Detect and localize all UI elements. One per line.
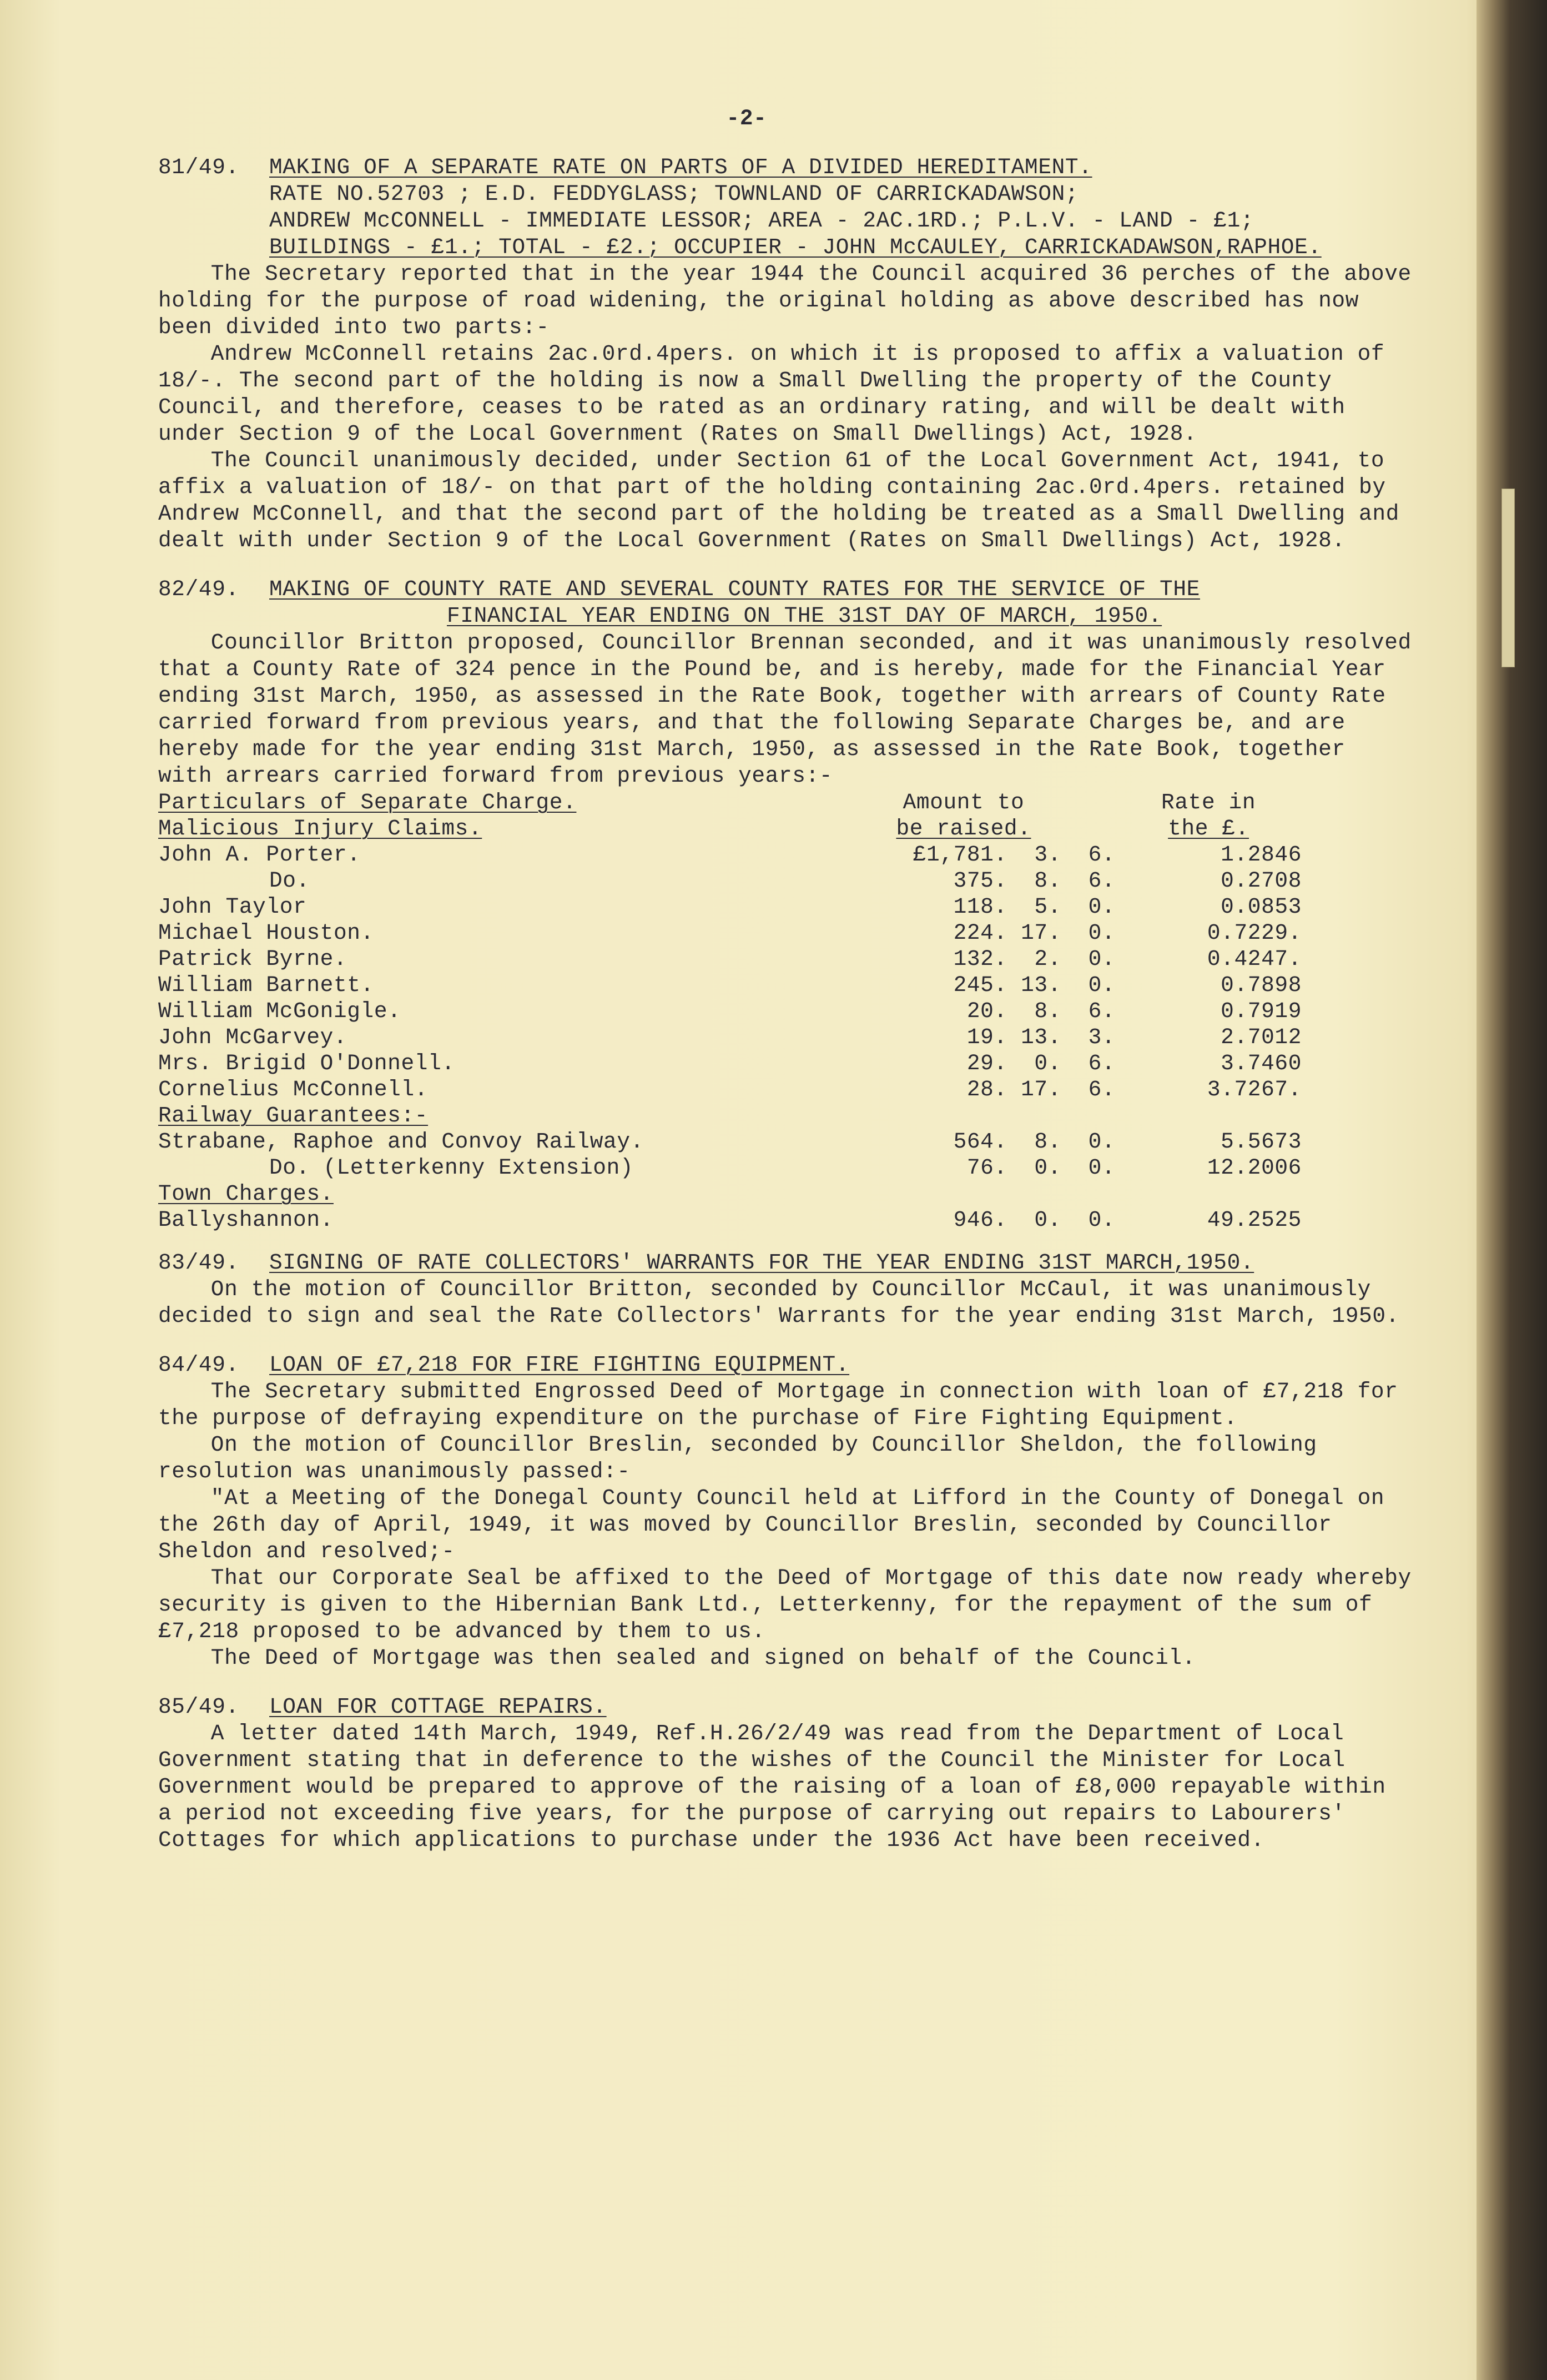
paragraph: Andrew McConnell retains 2ac.0rd.4pers. on which it is proposed to affix a valuation of 18/-. The second part of the holding is now a Small Dwelling the property of the County Council, and therefore, ceases to be rated as an ordinary rating, and will be dealt with under Section 9 of the Local Government (Rates on Small Dwellings) Act, 1928.: [158, 341, 1385, 446]
quoted-resolution: "At a Meeting of the Donegal County Council held at Lifford in the County of Donegal on the 26th day of April, 1949, it was moved by Councillor Breslin, seconded by Councillor Sheldon and resolved;-: [158, 1486, 1385, 1564]
charge-name: Michael Houston.: [158, 920, 374, 945]
heading-line: FINANCIAL YEAR ENDING ON THE 31ST DAY OF MARCH, 1950.: [447, 603, 1162, 628]
heading-line: ANDREW McCONNELL - IMMEDIATE LESSOR; AREA - 2AC.1RD.; P.L.V. - LAND - £1;: [269, 208, 1254, 233]
table-row: [158, 972, 1396, 998]
charge-name: John A. Porter.: [158, 842, 361, 867]
charge-name: Cornelius McConnell.: [158, 1077, 429, 1102]
paragraph: The Deed of Mortgage was then sealed and signed on behalf of the Council.: [210, 1646, 1196, 1670]
charge-amount: 564. 8. 0.: [953, 1129, 1116, 1154]
table-header-row: [158, 816, 1396, 842]
charge-rate: 0.7919: [1221, 999, 1302, 1024]
minute-item-83: [158, 1250, 1413, 1330]
column-header: Particulars of Separate Charge.: [158, 790, 577, 815]
table-row: [158, 920, 1396, 946]
charge-name: John McGarvey.: [158, 1025, 347, 1050]
heading-line: BUILDINGS - £1.; TOTAL - £2.; OCCUPIER - JOHN McCAULEY, CARRICKADAWSON,RAPHOE.: [269, 235, 1322, 260]
column-header: the £.: [1168, 816, 1249, 841]
column-header: Rate in: [1161, 790, 1256, 815]
charge-name: Ballyshannon.: [158, 1207, 334, 1232]
charge-name: Patrick Byrne.: [158, 947, 347, 972]
charge-amount: 132. 2. 0.: [953, 947, 1116, 972]
paragraph: A letter dated 14th March, 1949, Ref.H.26/2/49 was read from the Department of Local Government stating that in deference to the wishes of the Council the Minister for Local Government would be prepared to approve of the raising of a loan of £8,000 repayable within a period not exceeding five years, for the purpose of carrying out repairs to Labourers' Cottages for which applications to purchase under the 1936 Act have been received.: [158, 1721, 1386, 1853]
minute-item-84: [158, 1352, 1413, 1672]
item-number: 85/49.: [158, 1694, 239, 1719]
charge-name: Do.: [269, 868, 310, 893]
table-row: [158, 842, 1396, 868]
paragraph: The Secretary reported that in the year 1944 the Council acquired 36 perches of the above holding for the purpose of road widening, the original holding as above described has now been divided into two parts:-: [158, 261, 1412, 340]
charge-name: William McGonigle.: [158, 999, 401, 1024]
charge-amount: 20. 8. 6.: [966, 999, 1116, 1024]
charge-name: Do. (Letterkenny Extension): [269, 1155, 634, 1180]
charge-name: William Barnett.: [158, 973, 374, 998]
table-group-row: [158, 1181, 1396, 1207]
charge-rate: 0.4247.: [1207, 947, 1302, 972]
charge-amount: 76. 0. 0.: [966, 1155, 1116, 1180]
item-number: 81/49.: [158, 155, 239, 180]
charge-rate: 0.0853: [1221, 894, 1302, 919]
table-row: [158, 1050, 1396, 1076]
charge-amount: 28. 17. 6.: [966, 1077, 1116, 1102]
charge-amount: £1,781. 3. 6.: [913, 842, 1116, 867]
table-row: [158, 1129, 1396, 1155]
heading-line: LOAN OF £7,218 FOR FIRE FIGHTING EQUIPMENT.: [269, 1352, 850, 1377]
table-group-row: [158, 1103, 1396, 1129]
charge-rate: 12.2006: [1207, 1155, 1302, 1180]
item-heading: [158, 1250, 1413, 1276]
paragraph: The Secretary submitted Engrossed Deed of Mortgage in connection with loan of £7,218 for the purpose of defraying expenditure on the purchase of Fire Fighting Equipment.: [158, 1379, 1398, 1431]
paragraph: On the motion of Councillor Britton, seconded by Councillor McCaul, it was unanimously decided to sign and seal the Rate Collectors' Warrants for the year ending 31st March, 1950.: [158, 1277, 1399, 1329]
index-tab: [1501, 489, 1515, 667]
group-label: Town Charges.: [158, 1181, 334, 1206]
minute-item-81: [158, 154, 1413, 554]
item-heading: [158, 1352, 1413, 1378]
paragraph: The Council unanimously decided, under Section 61 of the Local Government Act, 1941, to affix a valuation of 18/- on that part of the holding containing 2ac.0rd.4pers. retained by Andrew McConnell, and that the second part of the holding be treated as a Small Dwelling and dealt with under Section 9 of the Local Government (Rates on Small Dwellings) Act, 1928.: [158, 448, 1399, 553]
heading-line: MAKING OF COUNTY RATE AND SEVERAL COUNTY RATES FOR THE SERVICE OF THE: [269, 577, 1200, 602]
charge-amount: 118. 5. 0.: [953, 894, 1116, 919]
table-row: [158, 1024, 1396, 1050]
charge-name: John Taylor: [158, 894, 307, 919]
heading-line: LOAN FOR COTTAGE REPAIRS.: [269, 1694, 607, 1719]
charge-rate: 5.5673: [1221, 1129, 1302, 1154]
charge-amount: 29. 0. 6.: [966, 1051, 1116, 1076]
charge-rate: 3.7267.: [1207, 1077, 1302, 1102]
group-label: Railway Guarantees:-: [158, 1103, 429, 1128]
charge-rate: 0.7898: [1221, 973, 1302, 998]
table-row: [158, 868, 1396, 894]
table-row: [158, 894, 1396, 920]
heading-line: MAKING OF A SEPARATE RATE ON PARTS OF A DIVIDED HEREDITAMENT.: [269, 155, 1092, 180]
paragraph: On the motion of Councillor Breslin, seconded by Councillor Sheldon, the following resolution was unanimously passed:-: [158, 1432, 1317, 1484]
charge-rate: 0.2708: [1221, 868, 1302, 893]
group-label: Malicious Injury Claims.: [158, 816, 482, 841]
minute-item-82: [158, 576, 1413, 1233]
book-binding: [1477, 0, 1547, 2380]
item-number: 84/49.: [158, 1352, 239, 1377]
page-number: -2-: [726, 106, 767, 131]
charge-name: Strabane, Raphoe and Convoy Railway.: [158, 1129, 644, 1154]
minute-item-85: [158, 1694, 1413, 1854]
column-header: Amount to: [903, 790, 1025, 815]
charge-rate: 3.7460: [1221, 1051, 1302, 1076]
table-row: [158, 946, 1396, 972]
paragraph: That our Corporate Seal be affixed to the Deed of Mortgage of this date now ready whereby security is given to the Hibernian Bank Ltd., Letterkenny, for the repayment of the sum of £7,218 proposed to be advanced by them to us.: [158, 1566, 1412, 1644]
charge-rate: 49.2525: [1207, 1207, 1302, 1232]
item-heading: [158, 154, 1413, 261]
charge-amount: 375. 8. 6.: [953, 868, 1116, 893]
table-row: [158, 1155, 1396, 1181]
separate-charges-table: [158, 789, 1396, 1233]
charge-amount: 946. 0. 0.: [953, 1207, 1116, 1232]
item-heading: [158, 576, 1413, 630]
charge-amount: 245. 13. 0.: [953, 973, 1116, 998]
table-row: [158, 998, 1396, 1024]
charge-name: Mrs. Brigid O'Donnell.: [158, 1051, 455, 1076]
page-content: [158, 105, 1413, 1854]
charge-rate: 0.7229.: [1207, 920, 1302, 945]
table-header-row: [158, 789, 1396, 816]
item-heading: [158, 1694, 1413, 1720]
heading-line: RATE NO.52703 ; E.D. FEDDYGLASS; TOWNLAND OF CARRICKADAWSON;: [269, 182, 1079, 207]
heading-line: SIGNING OF RATE COLLECTORS' WARRANTS FOR THE YEAR ENDING 31ST MARCH,1950.: [269, 1250, 1254, 1275]
table-row: [158, 1207, 1396, 1233]
item-number: 82/49.: [158, 577, 239, 602]
charge-amount: 19. 13. 3.: [966, 1025, 1116, 1050]
column-header: be raised.: [896, 816, 1031, 841]
charge-rate: 1.2846: [1221, 842, 1302, 867]
charge-amount: 224. 17. 0.: [953, 920, 1116, 945]
paragraph: Councillor Britton proposed, Councillor Brennan seconded, and it was unanimously resolved that a County Rate of 324 pence in the Pound be, and is hereby, made for the Financial Year ending 31st March, 1950, as assessed in the Rate Book, together with arrears of County Rate carried forward from previous years, and that the following Separate Charges be, and are hereby made for the year ending 31st March, 1950, as assessed in the Rate Book, together with arrears carried forward from previous years:-: [158, 630, 1412, 788]
item-number: 83/49.: [158, 1250, 239, 1275]
charge-rate: 2.7012: [1221, 1025, 1302, 1050]
table-row: [158, 1076, 1396, 1103]
